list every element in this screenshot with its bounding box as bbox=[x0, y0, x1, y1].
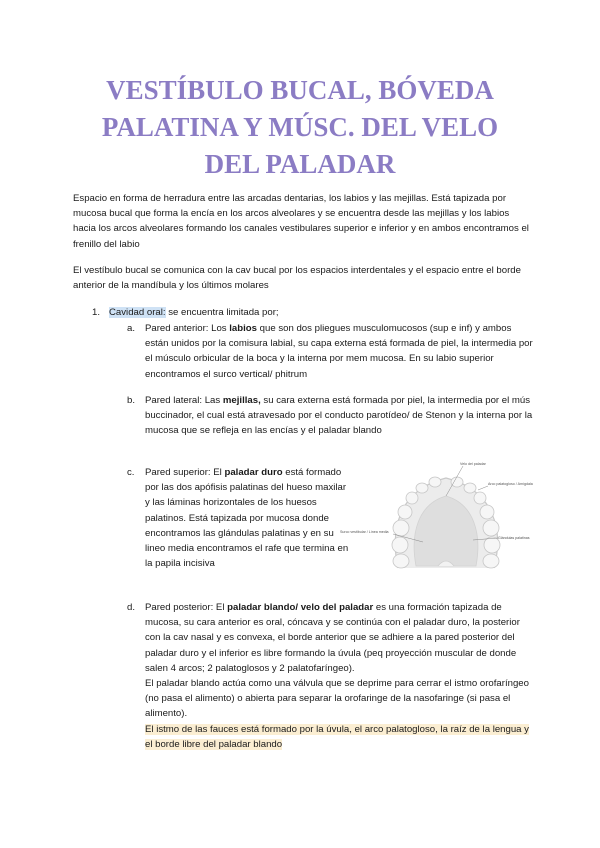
list-marker: c. bbox=[127, 467, 135, 478]
tooth bbox=[416, 483, 428, 493]
tooth bbox=[483, 520, 499, 536]
item-bold-term: paladar duro bbox=[224, 467, 283, 478]
tooth bbox=[398, 505, 412, 519]
intro-paragraph: Espacio en forma de herradura entre las arcadas dentarias, los labios y las mejillas. Está tapizada por mucosa bucal que forma la encía en los arcos alveolares y se encuentra desde las mejillas y los labios hacia los arcos alveolares formando los canales vestibulares superior e inferior y en ambos encontramos el frenillo del labio bbox=[73, 193, 529, 250]
item-text: Pared lateral: Las bbox=[145, 395, 223, 406]
cavidad-oral-rest: se encuentra limitada por; bbox=[165, 307, 279, 318]
title-line-3: DEL PALADAR bbox=[204, 149, 396, 179]
figure-label-top: Velo del paladar bbox=[460, 462, 486, 466]
item-d-highlight-wrapper bbox=[145, 722, 535, 752]
title-line-2: PALATINA Y MÚSC. DEL VELO bbox=[101, 112, 499, 142]
list-item-c bbox=[127, 465, 350, 571]
tooth bbox=[392, 537, 408, 553]
tooth bbox=[480, 505, 494, 519]
figure-label-right: Glándulas palatinas bbox=[498, 536, 530, 540]
item-bold-term: labios bbox=[229, 323, 257, 334]
list-marker: a. bbox=[127, 323, 136, 334]
item-d-highlight: El istmo de las fauces está formado por la úvula, el arco palatogloso, la raíz de la lengua y el borde libre del paladar blando bbox=[145, 723, 529, 750]
item-text: Pared superior: El bbox=[145, 467, 225, 478]
tooth bbox=[393, 520, 409, 536]
list-item-a bbox=[127, 321, 535, 382]
tooth bbox=[474, 492, 486, 504]
list-item-b bbox=[127, 393, 535, 439]
item-bold-term: paladar blando/ velo del paladar bbox=[227, 602, 374, 613]
item-text: es una formación tapizada de mucosa, su cara anterior es oral, cóncava y se continúa con el paladar duro, la posterior con la cav nasal y es convexa, el borde anterior que se adhiere a la pared posterior del paladar duro y el inferior es libre formando la úvula (peq proyección muscular de donde salen 4 arcos; 2 palatoglosos y 2 palatofaríngeo). bbox=[145, 602, 520, 674]
item-text: su cara externa está formada por piel, la intermedia por el mús buccinador, el cual está atravesado por el conducto parotídeo/ de Stenon y la interna por la mucosa que se refleja en las encías y el paladar blando bbox=[145, 395, 533, 437]
item-text: Pared posterior: El bbox=[145, 602, 228, 613]
list-level-1-item bbox=[92, 305, 279, 320]
item-d-paragraph-2: El paladar blando actúa como una válvula que se deprime para cerrar el istmo orofaríngeo (no pasa el alimento) o abierta para separar la orofaringe de la nasofaringe (si pasa el alimento). bbox=[145, 678, 529, 720]
tooth bbox=[464, 483, 476, 493]
cavidad-oral-label: Cavidad oral: bbox=[109, 307, 166, 318]
label-pointer bbox=[478, 486, 488, 490]
item-text: está formado por las dos apófisis palatinas del hueso maxilar y las láminas horizontales de los huesos palatinos. Está tapizada por mucosa donde encontramos las glándulas palatinas y en su lineo media encontramos el rafe que termina en la papila incisiva bbox=[145, 467, 349, 570]
figure-label-right-top: Arco palatogloso / Amígdala bbox=[488, 482, 533, 486]
communication-paragraph: El vestíbulo bucal se comunica con la cav bucal por los espacios interdentales y el espacio entre el borde anterior de la mandíbula y los últimos molares bbox=[73, 265, 521, 292]
list-item-d bbox=[127, 600, 535, 752]
tooth bbox=[429, 477, 441, 487]
tooth bbox=[483, 554, 499, 568]
title-line-1: VESTÍBULO BUCAL, BÓVEDA bbox=[106, 75, 494, 105]
list-marker: b. bbox=[127, 395, 136, 406]
document-title bbox=[40, 72, 560, 183]
figure-label-left: Surco vestibular / Línea media bbox=[340, 530, 389, 534]
palate-drawing bbox=[338, 460, 553, 580]
item-text: que son dos pliegues musculomucosos (sup e inf) y ambos están unidos por la comisura labial, su capa externa está formada de piel, la intermedia por el músculo orbicular de la boca y la interna por mem mucosa. En su labio superior encontramos el surco vertical/ phitrum bbox=[145, 323, 533, 380]
list-marker: d. bbox=[127, 602, 136, 613]
palate-illustration bbox=[338, 460, 553, 580]
tooth bbox=[393, 554, 409, 568]
list-number: 1. bbox=[92, 307, 101, 318]
item-text: Pared anterior: Los bbox=[145, 323, 230, 334]
item-bold-term: mejillas, bbox=[222, 395, 261, 406]
tooth bbox=[406, 492, 418, 504]
tooth bbox=[451, 477, 463, 487]
